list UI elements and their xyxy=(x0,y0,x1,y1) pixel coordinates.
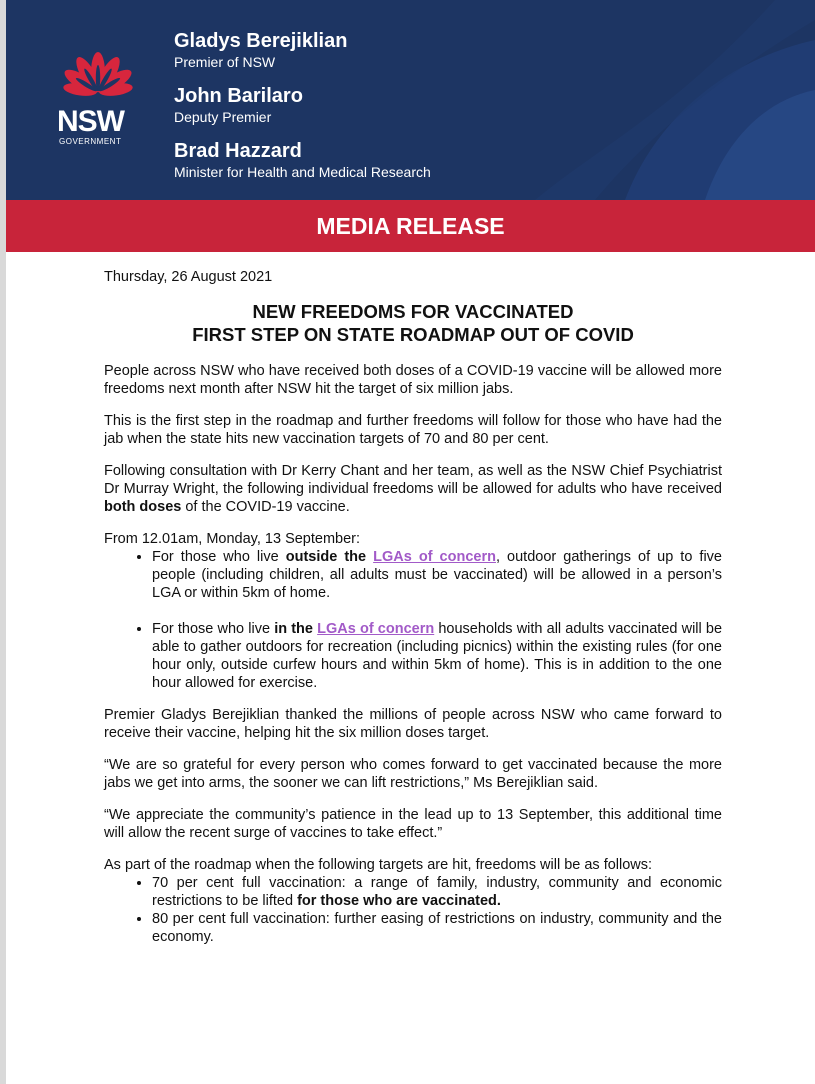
roadmap-list xyxy=(104,874,722,946)
bullet-text: For those who live xyxy=(152,549,286,565)
official-3 xyxy=(174,140,431,182)
lgas-of-concern-link[interactable]: LGAs of concern xyxy=(373,549,496,565)
paragraph-6: “We appreciate the community’s patience in the lead up to 13 September, this additional time will allow the recent surge of vaccines to take effect.” xyxy=(104,807,722,841)
paragraph-2: This is the first step in the roadmap and further freedoms will follow for those who have had the jab when the state hits new vaccination targets of 70 and 80 per cent. xyxy=(104,413,722,447)
paragraph-5: “We are so grateful for every person who comes forward to get vaccinated because the more jabs we get into arms, the sooner we can lift restrictions,” Ms Berejiklian said. xyxy=(104,757,722,791)
header-banner xyxy=(6,0,815,200)
officials-list xyxy=(174,30,431,195)
bullet-bold: in the xyxy=(274,621,313,637)
bullet-text: For those who live xyxy=(152,621,275,637)
paragraph-1: People across NSW who have received both doses of a COVID-19 vaccine will be allowed more freedoms next month after NSW hit the target of six million jabs. xyxy=(104,363,722,397)
official-role: Deputy Premier xyxy=(174,109,272,125)
media-release-banner: MEDIA RELEASE xyxy=(6,200,815,252)
bullet-bold: for those who are vaccinated. xyxy=(297,893,501,909)
list-item xyxy=(152,620,722,692)
from-line: From 12.01am, Monday, 13 September: xyxy=(104,531,361,547)
header-decoration xyxy=(475,0,815,200)
bullet-text: 80 per cent full vaccination: further easing of restrictions on industry, community and the economy. xyxy=(152,911,722,945)
paragraph-3-bold: both doses xyxy=(104,499,182,515)
release-date: Thursday, 26 August 2021 xyxy=(104,269,273,285)
bullet-bold: outside the xyxy=(285,549,367,565)
bullet-text-end: , outdoor gatherings of up to five people (including children, all adults must be vaccinated) will be allowed in a person’s LGA or within 5km of home. xyxy=(152,549,722,601)
list-item xyxy=(152,874,722,910)
logo-government-text: GOVERNMENT xyxy=(59,137,122,146)
paragraph-7: As part of the roadmap when the following targets are hit, freedoms will be as follows: xyxy=(104,857,653,873)
title-line-2: FIRST STEP ON STATE ROADMAP OUT OF COVID xyxy=(192,324,634,345)
paragraph-3 xyxy=(104,462,722,516)
nsw-logo xyxy=(52,50,144,150)
list-item xyxy=(152,548,722,602)
list-item xyxy=(152,910,722,946)
release-title xyxy=(104,300,722,346)
freedoms-list xyxy=(104,548,722,692)
official-role: Minister for Health and Medical Research xyxy=(174,164,431,180)
paragraph-4: Premier Gladys Berejiklian thanked the millions of people across NSW who came forward to receive their vaccine, helping hit the six million doses target. xyxy=(104,707,722,741)
document-page xyxy=(6,0,815,1084)
bullet-text-end: households with all adults vaccinated will be able to gather outdoors for recreation (including picnics) within the existing rules (for one hour only, outside curfew hours and within 5km of home). This is in addition to the one hour allowed for exercise. xyxy=(152,621,723,691)
official-role: Premier of NSW xyxy=(174,54,276,70)
waratah-icon xyxy=(52,50,144,106)
paragraph-3-text: Following consultation with Dr Kerry Chant and her team, as well as the NSW Chief Psychiatrist Dr Murray Wright, the following individual freedoms will be allowed for adults who have received xyxy=(104,463,722,497)
paragraph-3-text-end: of the COVID-19 vaccine. xyxy=(181,499,350,515)
bullet-text: 70 per cent full vaccination: a range of family, industry, community and economic restrictions to be lifted xyxy=(152,875,722,909)
official-2 xyxy=(174,85,431,127)
official-1 xyxy=(174,30,431,72)
official-name: John Barilaro xyxy=(174,85,303,107)
lgas-of-concern-link[interactable]: LGAs of concern xyxy=(317,621,435,637)
official-name: Brad Hazzard xyxy=(174,140,302,162)
release-body xyxy=(104,268,722,960)
title-line-1: NEW FREEDOMS FOR VACCINATED xyxy=(252,301,574,322)
official-name: Gladys Berejiklian xyxy=(174,30,348,52)
logo-nsw-text: NSW xyxy=(57,105,124,138)
